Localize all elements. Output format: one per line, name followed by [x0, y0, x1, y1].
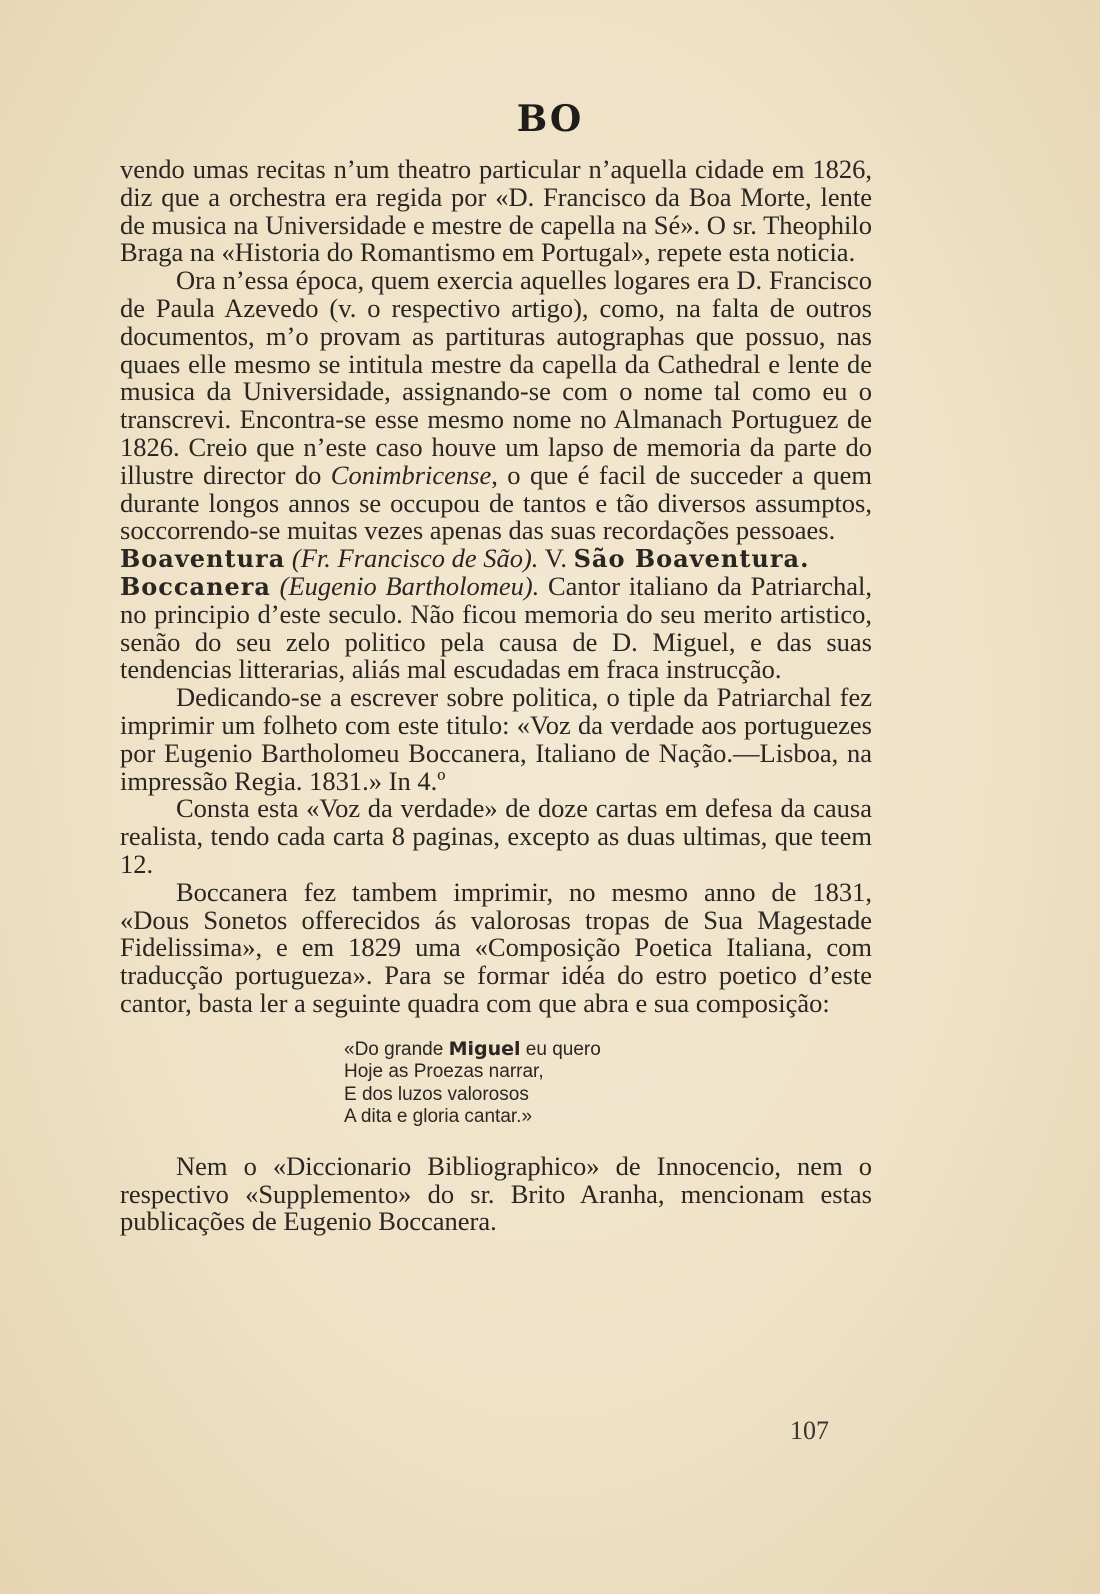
verse-line: A dita e gloria cantar.» — [344, 1106, 533, 1128]
running-head: BO — [516, 98, 584, 140]
page-body — [120, 156, 872, 1236]
verse-quotation — [344, 1038, 872, 1129]
entry-boaventura: Boaventura (Fr. Francisco de São). V. São Boaventura. — [120, 543, 810, 574]
headword-boccanera: Boccanera — [120, 571, 271, 601]
headword-boaventura: Boaventura — [120, 544, 286, 574]
paragraph-continuation: vendo umas recitas n’um theatro particular n’aquella cidade em 1826, diz que a orchestra era regida por «D. Francisco da Boa Morte, lente de musica na Universidade e mestre de capella na Sé». O sr. Theophilo Braga na «Historia do Romantismo em Portugal», repete esta noticia. — [120, 154, 872, 268]
italic-title: Conimbricense — [330, 459, 492, 490]
paragraph-voz-da-verdade: Consta esta «Voz da verdade» de doze cartas em defesa da causa realista, tendo cada carta 8 paginas, excepto as duas ultimas, que teem 12. — [120, 793, 872, 879]
paragraph-sonetos: Boccanera fez tambem imprimir, no mesmo anno de 1831, «Dous Sonetos offerecidos ás valorosas tropas de Sua Magestade Fidelissima», e em 1829 uma «Composição Poetica Italiana, com traducção portugueza». Para se formar idéa do estro poetico d’este cantor, basta ler a seguinte quadra com que abra e sua composição: — [120, 876, 872, 1018]
verse-line: Hoje as Proezas narrar, — [344, 1061, 544, 1083]
page-number: 107 — [790, 1416, 829, 1445]
verse-line: E dos luzos valorosos — [344, 1083, 529, 1105]
paragraph-azevedo: Ora n’essa época, quem exercia aquelles logares era D. Francisco de Paula Azevedo (v. o respectivo artigo), como, na falta de outros documentos, m’o provam as partituras autographas que possuo, nas quaes elle mesmo se intitula mestre da capella da Cathedral e lente de musica da Universidade, assignando-se com o nome tal como eu o transcrevi. Encontra-se esse mesmo nome no Almanach Portuguez de 1826. Creio que n’este caso houve um lapso de memoria da parte do illustre director do Conimbricense, o que é facil de succeder a quem durante longos annos se occupou de tantos e tão diversos assumptos, soccorrendo-se muitas vezes apenas das suas recordações pessoaes. — [120, 265, 872, 546]
paragraph-folheto: Dedicando-se a escrever sobre politica, o tiple da Patriarchal fez imprimir um folheto com este titulo: «Voz da verdade aos portuguezes por Eugenio Bartholomeu Boccanera, Italiano de Nação.—Lisboa, na impressão Regia. 1831.» In 4.º — [120, 682, 872, 796]
paragraph-closing: Nem o «Diccionario Bibliographico» de Innocencio, nem o respectivo «Supplemento» do sr. Brito Aranha, mencionam estas publicações de Eugenio Boccanera. — [120, 1150, 872, 1237]
entry-boccanera: Boccanera (Eugenio Bartholomeu). Cantor italiano da Patriarchal, no principio d’este seculo. Não ficou memoria do seu merito artistico, senão do seu zelo politico pela causa de D. Miguel, e das suas tendencias litterarias, aliás mal escudadas em fraca instrucção. — [120, 570, 872, 685]
cross-reference: São Boaventura. — [573, 544, 810, 574]
verse-line: «Do grande Miguel eu quero — [344, 1037, 601, 1060]
